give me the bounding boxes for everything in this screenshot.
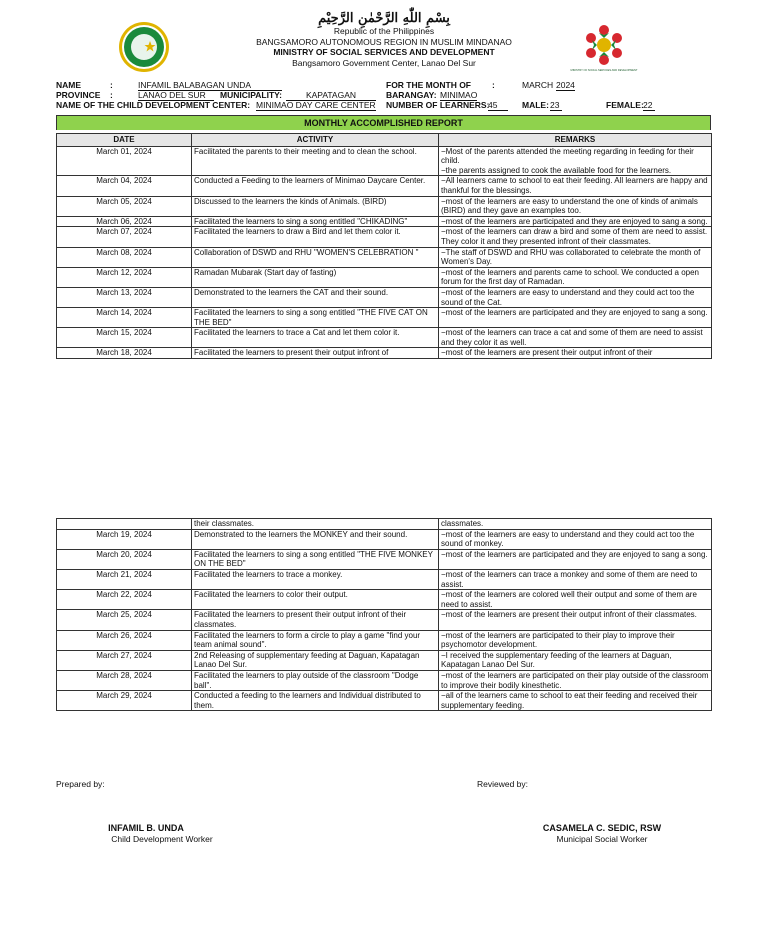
date-cell: March 13, 2024 [57,287,192,307]
activity-cell: Facilitated the learners to draw a Bird and let them color it. [192,227,439,247]
preparer-name: INFAMIL B. UNDA [108,823,184,833]
activity-cell: Facilitated the learners to sing a song entitled "THE FIVE MONKEY ON THE BED" [192,549,439,569]
reviewer-name: CASAMELA C. SEDIC, RSW [542,823,662,833]
remarks-cell: −most of the learners are present their output infront of their [439,348,712,359]
preparer-title: Child Development Worker [111,834,213,844]
table-row [57,267,712,287]
date-cell: March 27, 2024 [57,650,192,670]
activity-cell: Facilitated the learners to trace a Cat and let them color it. [192,328,439,348]
name-label: NAME [56,80,82,90]
table-row [57,328,712,348]
remarks-cell: −most of the learners can draw a bird and some of them are need to assist. They color it and they presented infront of their classmates. [439,227,712,247]
table-row [57,670,712,690]
table-row [57,348,712,359]
remarks-cell: classmates. [439,519,712,530]
table-row [57,590,712,610]
header-barmm: BANGSAMORO AUTONOMOUS REGION IN MUSLIM MINDANAO [256,37,512,47]
activity-cell: Conducted a feeding to the learners and Individual distributed to them. [192,691,439,711]
activity-cell: their classmates. [192,519,439,530]
col-date-header: DATE [57,134,192,147]
table-row [57,691,712,711]
col-activity-header: ACTIVITY [192,134,439,147]
remarks-cell: −most of the learners are easy to understand and they could act too the sound of monkey. [439,529,712,549]
cdc-label: NAME OF THE CHILD DEVELOPMENT CENTER: [56,100,251,110]
activity-cell: Demonstrated to the learners the CAT and their sound. [192,287,439,307]
table-row [57,519,712,530]
col-remarks-header: REMARKS [439,134,712,147]
activity-cell: Facilitated the learners to color their output. [192,590,439,610]
activity-cell: Facilitated the learners to present their output infront of their classmates. [192,610,439,630]
name-value: INFAMIL BALABAGAN UNDA [138,80,282,91]
header-address: Bangsamoro Government Center, Lanao Del Sur [292,58,476,68]
date-cell: March 15, 2024 [57,328,192,348]
cdc-value: MINIMAO DAY CARE CENTER [256,100,376,110]
table-row [57,216,712,227]
report-table-page-2 [56,518,712,711]
date-cell: March 28, 2024 [57,670,192,690]
date-cell: March 01, 2024 [57,146,192,176]
month-colon: : [492,80,495,90]
prepared-by-label: Prepared by: [56,779,105,789]
year-value: 2024 [556,80,575,90]
date-cell: March 12, 2024 [57,267,192,287]
female-value: 22 [643,100,655,111]
date-cell: March 26, 2024 [57,630,192,650]
activity-cell: Facilitated the parents to their meeting and to clean the school. [192,146,439,176]
learners-label: NUMBER OF LEARNERS: [386,100,490,110]
learners-value: 45 [488,100,508,111]
table-row [57,247,712,267]
province-value: LANAO DEL SUR [138,90,214,101]
table-row [57,308,712,328]
date-cell: March 05, 2024 [57,196,192,216]
remarks-cell: −most of the learners are easy to understand the one of kinds of animals (BIRD) and they gave an examples too. [439,196,712,216]
date-cell: March 22, 2024 [57,590,192,610]
table-row [57,529,712,549]
table-row [57,610,712,630]
activity-cell: Ramadan Mubarak (Start day of fasting) [192,267,439,287]
table-row [57,650,712,670]
table-row [57,176,712,196]
remarks-cell: −most of the learners are present their output infront of their classmates. [439,610,712,630]
table-row [57,569,712,589]
province-label: PROVINCE [56,90,101,100]
municipality-value: KAPATAGAN [286,90,376,101]
month-value: MARCH [522,80,554,90]
report-title: MONTHLY ACCOMPLISHED REPORT [56,115,711,130]
remarks-cell: −most of the learners are participated on their play outside of the classroom to improve their bodily kinesthetic. [439,670,712,690]
male-value: 23 [550,100,562,111]
date-cell: March 19, 2024 [57,529,192,549]
table-row [57,196,712,216]
province-colon: : [110,90,113,100]
table-row [57,549,712,569]
reviewed-by-label: Reviewed by: [477,779,529,789]
activity-cell: 2nd Releasing of supplementary feeding at Daguan, Kapatagan Lanao Del Sur. [192,650,439,670]
barangay-value: MINIMAO [440,90,478,100]
remarks-cell: −all of the learners came to school to eat their feeding and received their supplementary feeding. [439,691,712,711]
remarks-cell: −most of the learners are colored well their output and some of them are need to assist. [439,590,712,610]
remarks-cell: −I received the supplementary feeding of the learners at Daguan, Kapatagan Lanao Del Sur. [439,650,712,670]
date-cell: March 07, 2024 [57,227,192,247]
date-cell: March 04, 2024 [57,176,192,196]
female-label: FEMALE: [606,100,644,110]
activity-cell: Demonstrated to the learners the MONKEY and their sound. [192,529,439,549]
remarks-cell: −most of the learners can trace a cat and some of them are need to assist and they color it as well. [439,328,712,348]
remarks-cell: −Most of the parents attended the meeting regarding in feeding for their child. −the parents assigned to cook the available food for the learners. [439,146,712,176]
remarks-cell: −most of the learners are participated and they are enjoyed to sang a song. [439,549,712,569]
header-ministry: MINISTRY OF SOCIAL SERVICES AND DEVELOPMENT [273,47,495,57]
activity-cell: Facilitated the learners to play outside of the classroom "Dodge ball". [192,670,439,690]
activity-cell: Facilitated the learners to trace a monkey. [192,569,439,589]
remarks-cell: −most of the learners and parents came to school. We conducted a open forum for the first day of Ramadan. [439,267,712,287]
activity-cell: Facilitated the learners to present their output infront of [192,348,439,359]
remarks-cell: −The staff of DSWD and RHU was collaborated to celebrate the month of Women's Day. [439,247,712,267]
activity-cell: Facilitated the learners to sing a song entitled "THE FIVE CAT ON THE BED" [192,308,439,328]
header-republic: Republic of the Philippines [333,26,435,36]
date-cell: March 20, 2024 [57,549,192,569]
activity-cell: Facilitated the learners to sing a song entitled "CHIKADING" [192,216,439,227]
name-colon: : [110,80,113,90]
date-cell: March 06, 2024 [57,216,192,227]
activity-cell: Conducted a Feeding to the learners of Minimao Daycare Center. [192,176,439,196]
date-cell: March 21, 2024 [57,569,192,589]
report-table-page-1 [56,133,712,359]
reviewer-title: Municipal Social Worker [556,834,648,844]
remarks-cell: −most of the learners are participated to their play to improve their psychomotor development. [439,630,712,650]
activity-cell: Discussed to the learners the kinds of Animals. (BIRD) [192,196,439,216]
mssd-logo-caption: MINISTRY OF SOCIAL SERVICES AND DEVELOPMENT [570,69,638,72]
remarks-cell: −most of the learners are participated and they are enjoyed to sang a song. [439,308,712,328]
remarks-cell: −most of the learners are easy to understand and they could act too the sound of the Cat. [439,287,712,307]
date-cell: March 18, 2024 [57,348,192,359]
remarks-cell: −most of the learners can trace a monkey and some of them are need to assist. [439,569,712,589]
barangay-label: BARANGAY: [386,90,437,100]
male-label: MALE: [522,100,549,110]
table-row [57,287,712,307]
municipality-label: MUNICIPALITY: [220,90,283,100]
date-cell: March 29, 2024 [57,691,192,711]
date-cell: March 25, 2024 [57,610,192,630]
activity-cell: Collaboration of DSWD and RHU "WOMEN'S CELEBRATION " [192,247,439,267]
table-row [57,146,712,176]
month-label: FOR THE MONTH OF [386,80,471,90]
date-cell: March 14, 2024 [57,308,192,328]
remarks-cell: −most of the learners are participated and they are enjoyed to sang a song. [439,216,712,227]
table-row [57,630,712,650]
activity-cell: Facilitated the learners to form a circle to play a game "find your team animal sound". [192,630,439,650]
basmala: بِسْمِ اللّٰهِ الرَّحْمٰنِ الرَّحِيْمِ [318,11,450,26]
date-cell [57,519,192,530]
remarks-cell: −All learners came to school to eat their feeding. All learners are happy and thankful for the blessings. [439,176,712,196]
date-cell: March 08, 2024 [57,247,192,267]
table-row [57,227,712,247]
